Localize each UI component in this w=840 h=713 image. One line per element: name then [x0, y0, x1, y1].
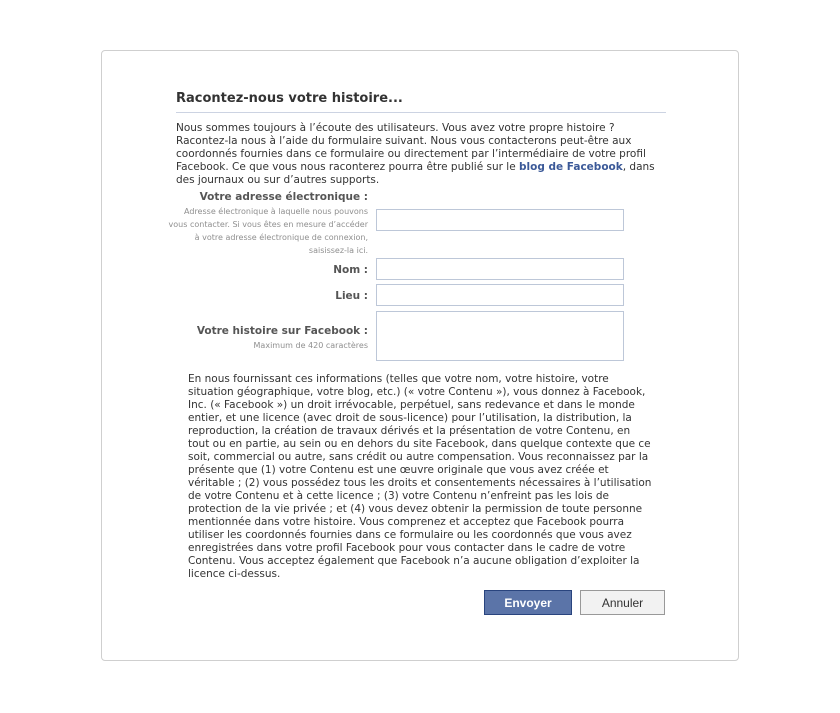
name-label: Nom : [333, 264, 368, 276]
send-button[interactable]: Envoyer [484, 590, 572, 615]
email-label: Votre adresse électronique : [199, 191, 368, 203]
intro-text-start: Nous sommes toujours à l’écoute des utilisateurs. Vous avez votre propre histoire ? Racontez-la nous à l’aide du formulaire suivant. Nous vous contacterons peut-être aux coordonnés fournies dans ce formulaire ou directement par l’intermédiaire de votre profil Facebook. Ce que vous nous raconterez pourra être publié sur le [176, 122, 646, 173]
location-label: Lieu : [335, 290, 368, 302]
name-field[interactable] [376, 258, 624, 280]
email-hint: Adresse électronique à laquelle nous pouvons vous contacter. Si vous êtes en mesure d’accéder à votre adresse électronique de connexion, saisissez-la ici. [168, 207, 368, 255]
dialog-title: Racontez-nous votre histoire... [176, 91, 666, 113]
facebook-blog-link[interactable]: blog de Facebook [519, 161, 623, 173]
story-hint: Maximum de 420 caractères [253, 341, 368, 350]
intro-text [176, 122, 666, 187]
story-label: Votre histoire sur Facebook : [196, 325, 368, 337]
location-field[interactable] [376, 284, 624, 306]
story-textarea[interactable] [376, 311, 624, 361]
intro-text-end: , dans des journaux ou sur d’autres supports. [176, 161, 655, 186]
email-field[interactable] [376, 209, 624, 231]
cancel-button[interactable]: Annuler [580, 590, 665, 615]
legal-text: En nous fournissant ces informations (telles que votre nom, votre histoire, votre situation géographique, votre blog, etc.) (« votre Contenu »), vous donnez à Facebook, Inc. (« Facebook ») un droit irrévocable, perpétuel, sans redevance et dans le monde entier, et une licence (avec droit de sous-licence) pour l’utilisation, la distribution, la reproduction, la création de travaux dérivés et la présentation de votre Contenu, en tout ou en partie, au sein ou en dehors du site Facebook, dans quelque contexte que ce soit, commercial ou autre, sans crédit ou autre compensation. Vous reconnaissez par la présente que (1) votre Contenu est une œuvre originale que vous avez créée et véritable ; (2) vous possédez tous les droits et consentements nécessaires à l’utilisation de votre Contenu et à cette licence ; (3) votre Contenu n’enfreint pas les lois de protection de la vie privée ; et (4) vous devez obtenir la permission de toute personne mentionnée dans votre histoire. Vous comprenez et acceptez que Facebook pourra utiliser les coordonnés fournies dans ce formulaire ou les coordonnés que vous avez enregistrées dans votre profil Facebook pour vous contacter dans le cadre de votre Contenu. Vous acceptez également que Facebook n’a aucune obligation d’exploiter la licence ci-dessus. [188, 373, 652, 580]
